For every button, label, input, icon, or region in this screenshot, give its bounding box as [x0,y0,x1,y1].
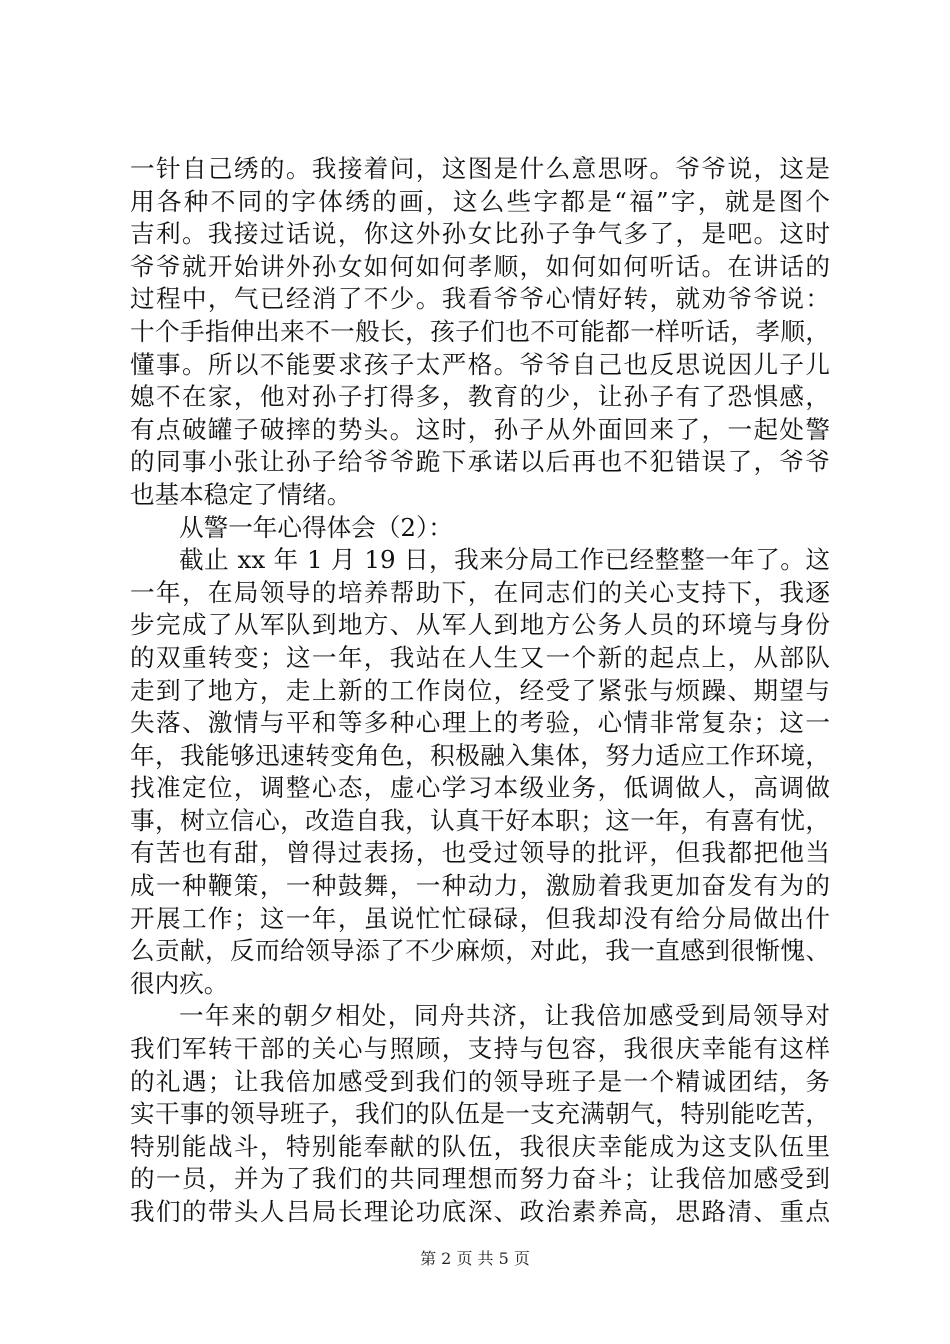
text-line: 有苦也有甜，曾得过表扬，也受过领导的批评，但我都把他当 [130,838,830,868]
text-line: 媳不在家，他对孙子打得多，教育的少，让孙子有了恐惧感， [130,382,830,412]
text-line: 用各种不同的字体绣的画，这么些字都是“福”字，就是图个 [130,186,830,216]
text-line: 一年，在局领导的培养帮助下，在同志们的关心支持下，我逐 [130,577,830,607]
section-heading: 从警一年心得体会（2）： [179,512,453,542]
text-line: 十个手指伸出来不一般长，孩子们也不可能都一样听话，孝顺， [130,316,830,346]
text-line: 一针自己绣的。我接着问，这图是什么意思呀。爷爷说，这是 [130,154,830,183]
text-line: 的礼遇；让我倍加感受到我们的领导班子是一个精诚团结，务 [130,1066,830,1096]
text-line: 特别能战斗，特别能奉献的队伍，我很庆幸能成为这支队伍里 [130,1131,830,1161]
text-line: 截止 xx 年 1 月 19 日，我来分局工作已经整整一年了。这 [179,545,830,575]
text-line: 懂事。所以不能要求孩子太严格。爷爷自己也反思说因儿子儿 [130,349,830,379]
text-line: 开展工作；这一年，虽说忙忙碌碌，但我却没有给分局做出什 [130,903,830,933]
body-text [130,153,830,1229]
text-line: 失落、激情与平和等多种心理上的考验，心情非常复杂；这一 [130,708,830,738]
text-line: 很内疚。 [130,968,229,998]
text-line: 有点破罐子破摔的势头。这时，孙子从外面回来了，一起处警 [130,414,830,444]
text-line: 一年来的朝夕相处，同舟共济，让我倍加感受到局领导对 [179,1001,830,1031]
text-line: 成一种鞭策，一种鼓舞，一种动力，激励着我更加奋发有为的 [130,871,830,901]
text-line: 年，我能够迅速转变角色，积极融入集体，努力适应工作环境， [130,740,830,770]
text-line: 的双重转变；这一年，我站在人生又一个新的起点上，从部队 [130,642,830,672]
text-line: 走到了地方，走上新的工作岗位，经受了紧张与烦躁、期望与 [130,675,830,705]
text-line: 过程中，气已经消了不少。我看爷爷心情好转，就劝爷爷说： [130,284,830,314]
text-line: 步完成了从军队到地方、从军人到地方公务人员的环境与身份 [130,610,830,640]
text-line: 我们的带头人吕局长理论功底深、政治素养高，思路清、重点 [130,1197,830,1226]
text-line: 事，树立信心，改造自我，认真干好本职；这一年，有喜有忧， [130,805,830,835]
page-number-footer: 第 2 页 共 5 页 [420,1249,530,1268]
paragraph-3 [130,1000,830,1228]
text-line: 的一员，并为了我们的共同理想而努力奋斗；让我倍加感受到 [130,1164,830,1194]
text-line: 爷爷就开始讲外孙女如何如何孝顺，如何如何听话。在讲话的 [130,251,830,281]
text-line: 也基本稳定了情绪。 [130,479,352,509]
text-line: 么贡献，反而给领导添了不少麻烦，对此，我一直感到很惭愧、 [130,936,830,966]
text-line: 吉利。我接过话说，你这外孙女比孙子争气多了，是吧。这时 [130,219,830,249]
paragraph-1 [130,153,830,512]
text-line: 找准定位，调整心态，虚心学习本级业务，低调做人，高调做 [130,773,830,803]
text-line: 的同事小张让孙子给爷爷跪下承诺以后再也不犯错误了，爷爷 [130,447,830,477]
text-line: 我们军转干部的关心与照顾，支持与包容，我很庆幸能有这样 [130,1034,830,1064]
paragraph-2 [130,544,830,1000]
text-line: 实干事的领导班子，我们的队伍是一支充满朝气，特别能吃苦， [130,1099,830,1129]
